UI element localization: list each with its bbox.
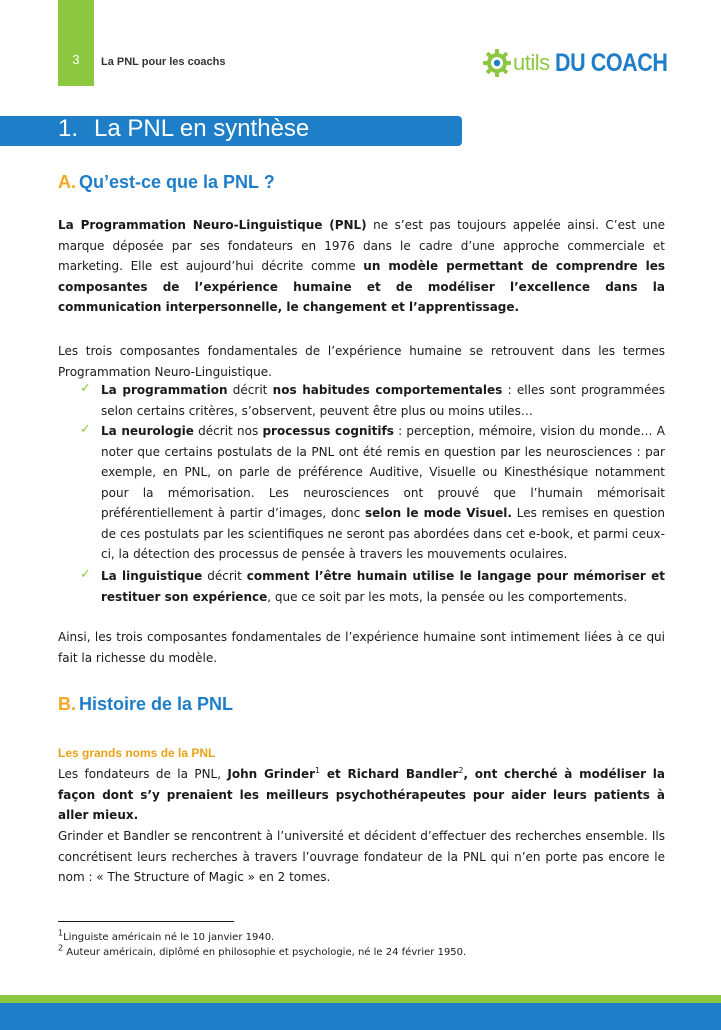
bullet-linguistique — [101, 566, 665, 607]
bullet-linguistique-text-1: décrit — [202, 569, 247, 583]
brand-logo — [482, 46, 685, 80]
section-b-paragraph-1 — [58, 764, 665, 826]
footnote-ref-2[interactable]: 2 — [458, 766, 464, 775]
section-b-heading — [58, 694, 233, 715]
check-icon: ✓ — [80, 421, 91, 436]
pnl-definition-text: ne s’est pas toujours appelée ainsi. C’est une marque déposée par ses fondateurs en 1976 dans le cadre d’une approche commerciale et marketing. Elle est aujourd’hui décrite comme — [58, 218, 665, 273]
check-icon: ✓ — [80, 566, 91, 581]
footnote-ref-1[interactable]: 1 — [315, 766, 321, 775]
section-a-paragraph-3: Ainsi, les trois composantes fondamentales de l’expérience humaine sont intimement liées à ce qui fait la richesse du modèle. — [58, 630, 665, 665]
bullet-neurologie-term: La neurologie — [101, 424, 194, 438]
section-b-letter: B. — [58, 694, 76, 714]
bullet-programmation-text-1: décrit — [227, 383, 273, 397]
pnl-definition-model: un modèle permettant de comprendre les composantes de l’expérience humaine et de modéliser l’excellence dans la communication interpersonnelle, le changement et l’apprentissage. — [58, 259, 665, 314]
section-b-subheading: Les grands noms de la PNL — [58, 746, 216, 760]
bullet-programmation-text-2: : elles sont programmées selon certains critères, s’observent, peuvent être plus ou moins utiles… — [101, 383, 666, 418]
section-a-letter: A. — [58, 172, 76, 192]
bullet-neurologie-text-3: Les remises en question de ces postulats par les scientifiques ne seront pas abordées dans cet e-book, et parmi ceux-ci, la détection des processus de pensée à travers les mouvements oculaires. — [101, 506, 665, 561]
footnote-2 — [58, 943, 467, 958]
founders-text: Les fondateurs de la PNL, — [58, 767, 228, 781]
bullet-linguistique-highlight: comment l’être humain utilise le langage pour mémoriser et restituer son expérience — [101, 569, 666, 604]
founder-grinder: John Grinder — [227, 767, 316, 781]
footer-blue-band — [0, 1003, 721, 1030]
chapter-number: 1. — [58, 115, 79, 142]
bullet-neurologie-highlight: processus cognitifs — [262, 424, 394, 438]
footnote-2-number: 2 — [58, 943, 64, 953]
section-a-paragraph-2: Les trois composantes fondamentales de l’expérience humaine se retrouvent dans les termes Programmation Neuro-Linguistique. — [58, 344, 665, 379]
founder-bandler: et Richard Bandler — [320, 767, 459, 781]
bullet-programmation-highlight: nos habitudes comportementales — [272, 383, 503, 397]
footer-green-band — [0, 995, 721, 1003]
header-title: La PNL pour les coachs — [101, 56, 226, 68]
chapter-title-text: La PNL en synthèse — [94, 115, 310, 142]
footnote-2-text: Auteur américain, diplômé en philosophie et psychologie, né le 24 février 1950. — [63, 947, 467, 958]
footnote-divider — [58, 921, 234, 922]
section-b-title: Histoire de la PNL — [79, 694, 234, 714]
bullet-neurologie-text-2: : perception, mémoire, vision du monde… A noter que certains postulats de la PNL ont été remis en question par les neurosciences : par exemple, en PNL, on parle de préférence Auditive, Visuelle ou Kinesthésique notamment pour la mémorisation. Les neurosciences ont prouvé que l’humain mémorisait préférentiellement à partir d’images, donc — [101, 424, 665, 520]
bullet-linguistique-text-2: , que ce soit par les mots, la pensée ou les comportements. — [267, 589, 628, 604]
pnl-definition-term: La Programmation Neuro-Linguistique (PNL) — [58, 218, 367, 232]
bullet-linguistique-term: La linguistique — [101, 569, 203, 583]
section-b-paragraph-2: Grinder et Bandler se rencontrent à l’université et décident d’effectuer des recherches ensemble. Ils concrétisent leurs recherches à travers l’ouvrage fondateur de la PNL qui n’en porte pas encore le nom : « The Structure of Magic » en 2 tomes. — [58, 829, 665, 884]
brand-text-outils: utils — [513, 50, 550, 75]
chapter-title — [58, 115, 309, 143]
bullet-neurologie — [101, 421, 665, 565]
bullet-neurologie-text-1: décrit nos — [193, 424, 263, 438]
section-a-title: Qu’est-ce que la PNL ? — [79, 172, 275, 192]
page-number: 3 — [72, 52, 80, 67]
bullet-programmation — [101, 380, 665, 421]
footnote-1-number: 1 — [58, 928, 64, 938]
founders-goal: , ont cherché à modéliser la façon dont s’y prenaient les meilleurs psychothérapeutes pour aider leurs patients à aller mieux. — [58, 767, 665, 822]
check-icon: ✓ — [80, 380, 91, 395]
gear-icon — [482, 48, 512, 78]
bullet-neurologie-highlight-2: selon le mode Visuel. — [364, 506, 512, 520]
page-number-tab — [58, 0, 94, 86]
bullet-programmation-term: La programmation — [101, 383, 228, 397]
brand-text-du-coach: DU COACH — [554, 48, 668, 77]
section-a-paragraph-1 — [58, 215, 665, 318]
section-a-heading — [58, 172, 275, 193]
footnote-1 — [58, 928, 275, 943]
footnote-1-text: Linguiste américain né le 10 janvier 1940. — [63, 932, 275, 943]
